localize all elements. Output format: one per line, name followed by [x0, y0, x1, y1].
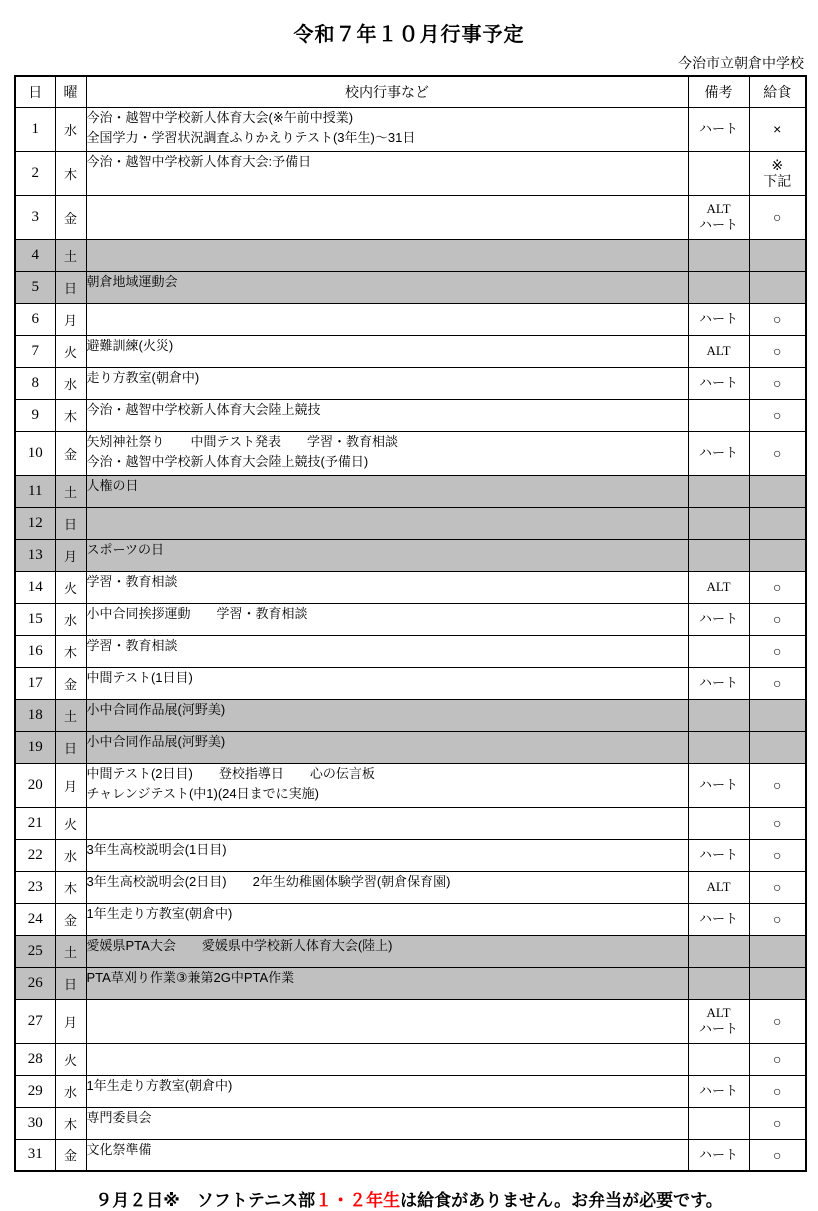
event-line: 今治・越智中学校新人体育大会:予備日	[86, 153, 312, 169]
remark-line: ハート	[698, 1083, 738, 1098]
day-cell: 29	[15, 1075, 55, 1107]
events-cell	[86, 1075, 688, 1107]
events-cell	[86, 967, 688, 999]
remarks-cell	[688, 1107, 749, 1139]
footer-note-suffix: は給食がありません。お弁当が必要です。	[400, 1191, 723, 1210]
table-row	[15, 839, 806, 871]
lunch-cell	[749, 367, 806, 399]
table-row	[15, 903, 806, 935]
events-cell	[86, 539, 688, 571]
remark-line: ALT	[706, 201, 731, 216]
day-cell: 15	[15, 603, 55, 635]
weekday-cell: 木	[55, 635, 86, 667]
remarks-cell	[688, 699, 749, 731]
lunch-cell	[749, 667, 806, 699]
lunch-line: ○	[773, 579, 782, 595]
events-cell	[86, 763, 688, 807]
remark-line: ALT	[706, 579, 731, 594]
lunch-cell	[749, 763, 806, 807]
weekday-cell: 月	[55, 303, 86, 335]
lunch-cell	[749, 475, 806, 507]
table-row	[15, 507, 806, 539]
events-cell	[86, 367, 688, 399]
header-row	[15, 76, 806, 107]
weekday-cell: 水	[55, 839, 86, 871]
remark-line: ハート	[698, 911, 738, 926]
day-cell: 5	[15, 271, 55, 303]
events-cell	[86, 807, 688, 839]
remarks-cell	[688, 603, 749, 635]
event-line: 今治・越智中学校新人体育大会(※午前中授業)	[86, 109, 354, 125]
remarks-cell	[688, 903, 749, 935]
remarks-cell	[688, 303, 749, 335]
lunch-line: ○	[773, 879, 782, 895]
remarks-cell	[688, 571, 749, 603]
event-line: 小中合同挨拶運動 学習・教育相談	[86, 605, 308, 621]
lunch-line: 下記	[763, 173, 792, 189]
events-cell	[86, 195, 688, 239]
weekday-cell: 木	[55, 151, 86, 195]
table-row	[15, 239, 806, 271]
table-row	[15, 935, 806, 967]
day-cell: 19	[15, 731, 55, 763]
lunch-cell	[749, 431, 806, 475]
weekday-cell: 水	[55, 1075, 86, 1107]
event-line: 学習・教育相談	[86, 573, 178, 589]
remark-line: ハート	[698, 1146, 738, 1162]
remark-line: ハート	[698, 611, 738, 626]
lunch-cell	[749, 399, 806, 431]
schedule-table	[14, 75, 807, 1172]
lunch-cell	[749, 539, 806, 571]
table-row	[15, 667, 806, 699]
day-cell: 10	[15, 431, 55, 475]
table-row	[15, 571, 806, 603]
lunch-cell	[749, 1043, 806, 1075]
event-line: チャレンジテスト(中1)(24日までに実施)	[86, 785, 319, 801]
event-line: 避難訓練(火災)	[86, 337, 174, 353]
lunch-line: ○	[773, 1013, 782, 1029]
remarks-cell	[688, 871, 749, 903]
day-cell: 11	[15, 475, 55, 507]
remarks-cell	[688, 807, 749, 839]
events-cell	[86, 475, 688, 507]
lunch-cell	[749, 903, 806, 935]
weekday-cell: 木	[55, 399, 86, 431]
lunch-line: ○	[773, 777, 782, 793]
event-line: 人権の日	[86, 477, 139, 493]
day-cell: 8	[15, 367, 55, 399]
lunch-line: ×	[773, 121, 782, 137]
footer-note-highlight: １・２年生	[315, 1191, 401, 1210]
lunch-cell	[749, 967, 806, 999]
lunch-line: ※	[771, 157, 784, 173]
day-cell: 16	[15, 635, 55, 667]
day-cell: 2	[15, 151, 55, 195]
weekday-cell: 日	[55, 507, 86, 539]
weekday-cell: 土	[55, 475, 86, 507]
header-lunch: 給食	[749, 76, 806, 107]
weekday-cell: 日	[55, 967, 86, 999]
lunch-line: ○	[773, 847, 782, 863]
remarks-cell	[688, 967, 749, 999]
weekday-cell: 金	[55, 195, 86, 239]
day-cell: 9	[15, 399, 55, 431]
header-events: 校内行事など	[86, 76, 688, 107]
lunch-cell	[749, 603, 806, 635]
events-cell	[86, 699, 688, 731]
table-row	[15, 475, 806, 507]
header-day: 日	[15, 76, 55, 107]
events-cell	[86, 999, 688, 1043]
events-cell	[86, 399, 688, 431]
weekday-cell: 金	[55, 667, 86, 699]
event-line: 矢矧神社祭り 中間テスト発表 学習・教育相談	[86, 433, 398, 449]
events-cell	[86, 571, 688, 603]
weekday-cell: 金	[55, 431, 86, 475]
remarks-cell	[688, 107, 749, 151]
table-row	[15, 1139, 806, 1171]
weekday-cell: 水	[55, 367, 86, 399]
weekday-cell: 木	[55, 871, 86, 903]
lunch-cell	[749, 731, 806, 763]
header-weekday: 曜	[55, 76, 86, 107]
lunch-cell	[749, 635, 806, 667]
lunch-line: ○	[773, 1051, 782, 1067]
header-remarks: 備考	[688, 76, 749, 107]
day-cell: 27	[15, 999, 55, 1043]
weekday-cell: 土	[55, 935, 86, 967]
weekday-cell: 月	[55, 999, 86, 1043]
remarks-cell	[688, 367, 749, 399]
lunch-line: ○	[773, 311, 782, 327]
day-cell: 12	[15, 507, 55, 539]
day-cell: 25	[15, 935, 55, 967]
lunch-cell	[749, 1139, 806, 1171]
remarks-cell	[688, 1139, 749, 1171]
lunch-cell	[749, 1075, 806, 1107]
events-cell	[86, 1139, 688, 1171]
table-row	[15, 195, 806, 239]
event-line: 小中合同作品展(河野美)	[86, 733, 226, 749]
remarks-cell	[688, 151, 749, 195]
table-row	[15, 635, 806, 667]
lunch-cell	[749, 239, 806, 271]
events-cell	[86, 731, 688, 763]
events-cell	[86, 635, 688, 667]
table-row	[15, 367, 806, 399]
day-cell: 3	[15, 195, 55, 239]
lunch-cell	[749, 107, 806, 151]
event-line: 中間テスト(2日目) 登校指導日 心の伝言板	[86, 765, 375, 781]
lunch-cell	[749, 335, 806, 367]
lunch-cell	[749, 839, 806, 871]
remarks-cell	[688, 1043, 749, 1075]
event-line: スポーツの日	[86, 541, 164, 557]
events-cell	[86, 107, 688, 151]
events-cell	[86, 903, 688, 935]
day-cell: 13	[15, 539, 55, 571]
table-row	[15, 1043, 806, 1075]
events-cell	[86, 239, 688, 271]
event-line: 小中合同作品展(河野美)	[86, 701, 226, 717]
remarks-cell	[688, 935, 749, 967]
table-row	[15, 151, 806, 195]
table-row	[15, 967, 806, 999]
remark-line: ハート	[698, 777, 738, 792]
lunch-cell	[749, 151, 806, 195]
weekday-cell: 火	[55, 1043, 86, 1075]
weekday-cell: 月	[55, 539, 86, 571]
remarks-cell	[688, 667, 749, 699]
event-line: 1年生走り方教室(朝倉中)	[86, 1077, 233, 1093]
day-cell: 20	[15, 763, 55, 807]
day-cell: 14	[15, 571, 55, 603]
event-line: 走り方教室(朝倉中)	[86, 369, 200, 385]
lunch-line: ○	[773, 611, 782, 627]
day-cell: 24	[15, 903, 55, 935]
table-row	[15, 335, 806, 367]
weekday-cell: 木	[55, 1107, 86, 1139]
weekday-cell: 金	[55, 1139, 86, 1171]
events-cell	[86, 871, 688, 903]
event-line: 愛媛県PTA大会 愛媛県中学校新人体育大会(陸上)	[86, 937, 393, 953]
day-cell: 30	[15, 1107, 55, 1139]
lunch-line: ○	[773, 343, 782, 359]
remark-line: ALT	[706, 1005, 731, 1020]
events-cell	[86, 1107, 688, 1139]
lunch-line: ○	[773, 445, 782, 461]
remarks-cell	[688, 507, 749, 539]
events-cell	[86, 1043, 688, 1075]
lunch-cell	[749, 271, 806, 303]
remarks-cell	[688, 635, 749, 667]
lunch-cell	[749, 807, 806, 839]
event-line: 朝倉地域運動会	[86, 273, 178, 289]
lunch-cell	[749, 999, 806, 1043]
lunch-cell	[749, 935, 806, 967]
lunch-line: ○	[773, 375, 782, 391]
weekday-cell: 日	[55, 271, 86, 303]
lunch-line: ○	[773, 1115, 782, 1131]
table-row	[15, 1075, 806, 1107]
day-cell: 1	[15, 107, 55, 151]
event-line: 1年生走り方教室(朝倉中)	[86, 905, 233, 921]
remark-line: ハート	[698, 675, 738, 690]
remarks-cell	[688, 999, 749, 1043]
remarks-cell	[688, 271, 749, 303]
lunch-cell	[749, 303, 806, 335]
remark-line: ALT	[706, 879, 731, 894]
remark-line: ハート	[698, 445, 738, 460]
events-cell	[86, 431, 688, 475]
weekday-cell: 火	[55, 571, 86, 603]
lunch-cell	[749, 571, 806, 603]
remarks-cell	[688, 399, 749, 431]
table-row	[15, 399, 806, 431]
remark-line: ハート	[698, 121, 738, 136]
remarks-cell	[688, 195, 749, 239]
remark-line: ハート	[698, 311, 738, 326]
event-line: 3年生高校説明会(1日目)	[86, 841, 227, 857]
lunch-cell	[749, 507, 806, 539]
table-row	[15, 539, 806, 571]
weekday-cell: 金	[55, 903, 86, 935]
footer-note	[0, 1186, 818, 1211]
remarks-cell	[688, 839, 749, 871]
table-row	[15, 699, 806, 731]
weekday-cell: 月	[55, 763, 86, 807]
weekday-cell: 土	[55, 699, 86, 731]
day-cell: 23	[15, 871, 55, 903]
day-cell: 6	[15, 303, 55, 335]
table-row	[15, 271, 806, 303]
day-cell: 22	[15, 839, 55, 871]
lunch-line: ○	[773, 209, 782, 225]
event-line: 文化祭準備	[86, 1141, 152, 1157]
events-cell	[86, 839, 688, 871]
remarks-cell	[688, 335, 749, 367]
table-row	[15, 1107, 806, 1139]
lunch-line: ○	[773, 407, 782, 423]
remark-line: ハート	[698, 847, 738, 862]
event-line: 学習・教育相談	[86, 637, 178, 653]
event-line: 中間テスト(1日目)	[86, 669, 193, 685]
table-row	[15, 999, 806, 1043]
remarks-cell	[688, 239, 749, 271]
table-row	[15, 603, 806, 635]
lunch-line: ○	[773, 815, 782, 831]
day-cell: 28	[15, 1043, 55, 1075]
remarks-cell	[688, 539, 749, 571]
remarks-cell	[688, 763, 749, 807]
lunch-line: ○	[773, 1083, 782, 1099]
lunch-line: ○	[773, 1146, 782, 1163]
lunch-line: ○	[773, 911, 782, 927]
event-line: PTA草刈り作業③兼第2G中PTA作業	[86, 969, 295, 985]
weekday-cell: 水	[55, 107, 86, 151]
table-row	[15, 807, 806, 839]
table-row	[15, 431, 806, 475]
remark-line: ハート	[698, 217, 738, 232]
weekday-cell: 火	[55, 335, 86, 367]
weekday-cell: 水	[55, 603, 86, 635]
event-line: 全国学力・学習状況調査ふりかえりテスト(3年生)～31日	[86, 129, 416, 145]
remark-line: ALT	[706, 343, 731, 358]
day-cell: 18	[15, 699, 55, 731]
day-cell: 17	[15, 667, 55, 699]
footer-note-prefix: ９月２日※ ソフトテニス部	[95, 1191, 316, 1210]
page-title: 令和７年１０月行事予定	[293, 24, 525, 46]
schedule-body	[15, 107, 806, 1171]
events-cell	[86, 507, 688, 539]
school-name: 今治市立朝倉中学校	[678, 55, 804, 71]
events-cell	[86, 667, 688, 699]
remark-line: ハート	[698, 1021, 738, 1036]
table-row	[15, 871, 806, 903]
table-row	[15, 107, 806, 151]
lunch-cell	[749, 699, 806, 731]
event-line: 3年生高校説明会(2日目) 2年生幼稚園体験学習(朝倉保育園)	[86, 873, 451, 889]
table-row	[15, 303, 806, 335]
lunch-cell	[749, 195, 806, 239]
events-cell	[86, 303, 688, 335]
event-line: 今治・越智中学校新人体育大会陸上競技	[86, 401, 321, 417]
events-cell	[86, 335, 688, 367]
weekday-cell: 火	[55, 807, 86, 839]
weekday-cell: 日	[55, 731, 86, 763]
remarks-cell	[688, 475, 749, 507]
lunch-line: ○	[773, 675, 782, 691]
lunch-cell	[749, 1107, 806, 1139]
day-cell: 26	[15, 967, 55, 999]
event-line: 専門委員会	[86, 1109, 152, 1125]
event-line: 今治・越智中学校新人体育大会陸上競技(予備日)	[86, 453, 369, 469]
events-cell	[86, 935, 688, 967]
table-row	[15, 731, 806, 763]
events-cell	[86, 151, 688, 195]
day-cell: 7	[15, 335, 55, 367]
remarks-cell	[688, 731, 749, 763]
events-cell	[86, 271, 688, 303]
day-cell: 4	[15, 239, 55, 271]
remarks-cell	[688, 431, 749, 475]
lunch-line: ○	[773, 643, 782, 659]
lunch-cell	[749, 871, 806, 903]
weekday-cell: 土	[55, 239, 86, 271]
remarks-cell	[688, 1075, 749, 1107]
events-cell	[86, 603, 688, 635]
remark-line: ハート	[698, 375, 738, 390]
day-cell: 31	[15, 1139, 55, 1171]
table-row	[15, 763, 806, 807]
day-cell: 21	[15, 807, 55, 839]
